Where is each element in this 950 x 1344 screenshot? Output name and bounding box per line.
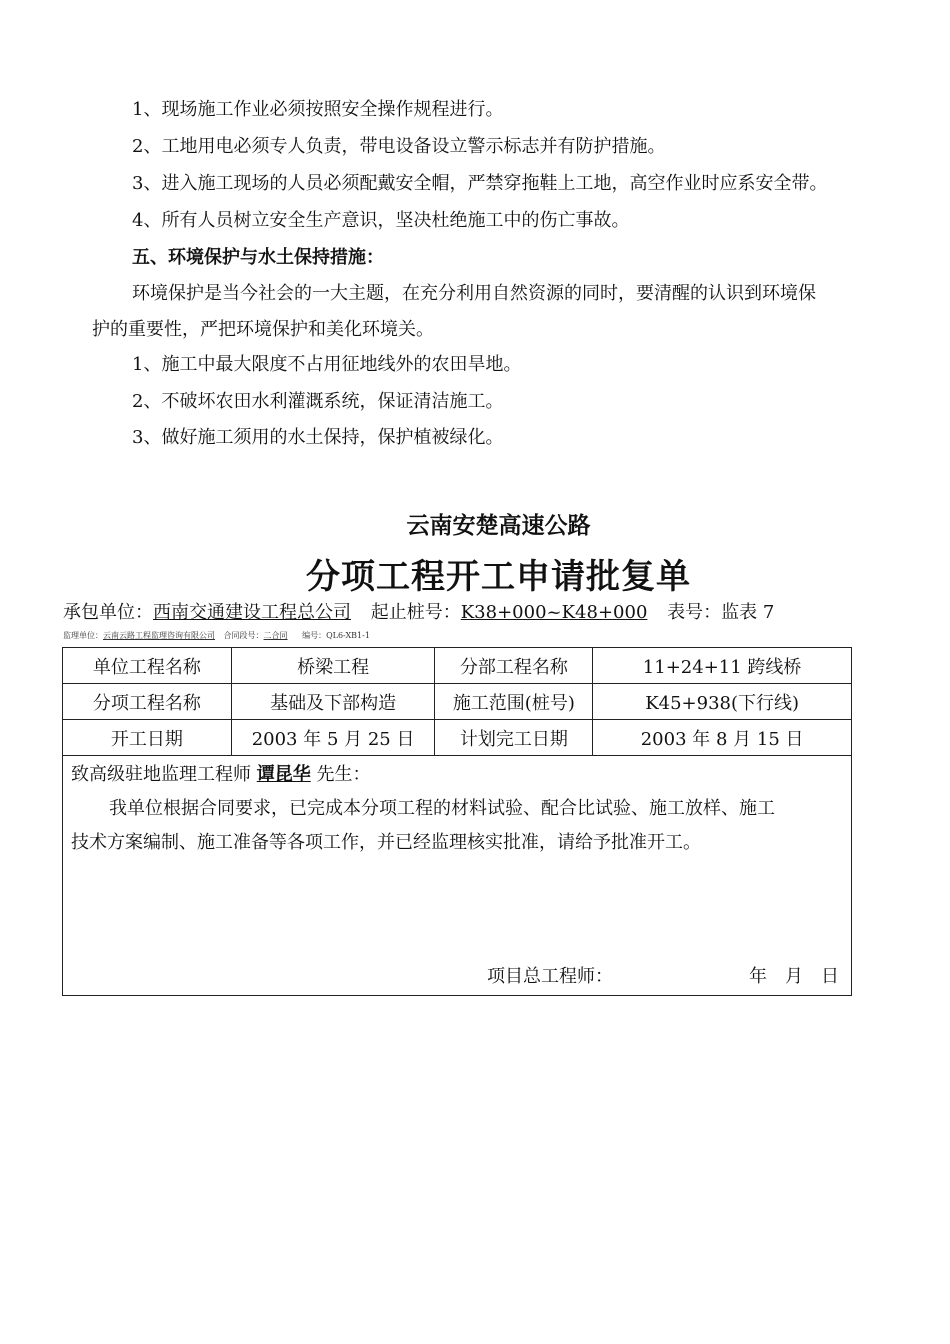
- table-cell: 分项工程名称: [63, 684, 232, 720]
- form-title: 分项工程开工申请批复单: [306, 557, 691, 597]
- paragraph-line: 环境保护是当今社会的一大主题，在充分利用自然资源的同时，要清醒的认识到环境保: [132, 283, 816, 304]
- contract-value: 二合同: [263, 631, 288, 640]
- request-body: [62, 756, 852, 996]
- date-label: 年 月 日: [749, 966, 839, 987]
- code-label: 编号：: [302, 631, 327, 640]
- paragraph-line: 护的重要性，严把环境保护和美化环境关。: [92, 319, 434, 340]
- table-cell: 分部工程名称: [435, 648, 593, 684]
- addressee-prefix: 致高级驻地监理工程师: [71, 764, 251, 785]
- station-value: K38+000~K48+000: [460, 602, 648, 623]
- table-cell: 桥梁工程: [231, 648, 435, 684]
- station-label: 起止桩号：: [370, 602, 461, 623]
- contractor-value: 西南交通建设工程总公司: [153, 602, 351, 623]
- form-table: [62, 647, 852, 756]
- form-subtitle: 云南安楚高速公路: [406, 513, 591, 539]
- list-item: 1、施工中最大限度不占用征地线外的农田旱地。: [132, 354, 522, 375]
- addressee-name: 谭昆华: [256, 764, 311, 785]
- list-item: 4、所有人员树立安全生产意识，坚决杜绝施工中的伤亡事故。: [132, 210, 630, 231]
- table-no-label: 表号：: [667, 602, 722, 623]
- list-item: 2、不破坏农田水利灌溉系统，保证清洁施工。: [132, 391, 504, 412]
- list-item: 1、现场施工作业必须按照安全操作规程进行。: [132, 99, 504, 120]
- table-row: [63, 684, 852, 720]
- table-cell: K45+938(下行线): [593, 684, 852, 720]
- table-cell: 2003 年 8 月 15 日: [593, 720, 852, 756]
- table-cell: 开工日期: [63, 720, 232, 756]
- form-meta-line: [63, 630, 370, 641]
- list-item: 3、进入施工现场的人员必须配戴安全帽，严禁穿拖鞋上工地，高空作业时应系安全带。: [132, 173, 828, 194]
- list-item: 2、工地用电必须专人负责，带电设备设立警示标志并有防护措施。: [132, 136, 666, 157]
- table-cell: 施工范围(桩号): [435, 684, 593, 720]
- form-info-line: [63, 598, 774, 624]
- contract-label: 合同段号：: [223, 631, 264, 640]
- addressee-suffix: 先生：: [316, 764, 371, 785]
- table-cell: 基础及下部构造: [231, 684, 435, 720]
- table-row: [63, 720, 852, 756]
- addressee-line: [71, 760, 370, 786]
- table-no-value: 监表 7: [721, 602, 775, 623]
- supervisor-value: 云南云路工程监理咨询有限公司: [103, 631, 215, 640]
- body-line: 我单位根据合同要求，已完成本分项工程的材料试验、配合比试验、施工放样、施工: [109, 798, 775, 819]
- signature-label: 项目总工程师：: [487, 966, 613, 987]
- supervisor-label: 监理单位：: [63, 631, 103, 640]
- body-line: 技术方案编制、施工准备等各项工作，并已经监理核实批准，请给予批准开工。: [71, 832, 701, 853]
- code-value: QL6-XB1-1: [326, 631, 370, 640]
- table-cell: 2003 年 5 月 25 日: [231, 720, 435, 756]
- list-item: 3、做好施工须用的水土保持，保护植被绿化。: [132, 427, 504, 448]
- table-cell: 计划完工日期: [435, 720, 593, 756]
- table-cell: 11+24+11 跨线桥: [593, 648, 852, 684]
- contractor-label: 承包单位：: [63, 602, 153, 623]
- section-heading: 五、环境保护与水土保持措施：: [132, 247, 384, 268]
- table-row: [63, 648, 852, 684]
- table-cell: 单位工程名称: [63, 648, 232, 684]
